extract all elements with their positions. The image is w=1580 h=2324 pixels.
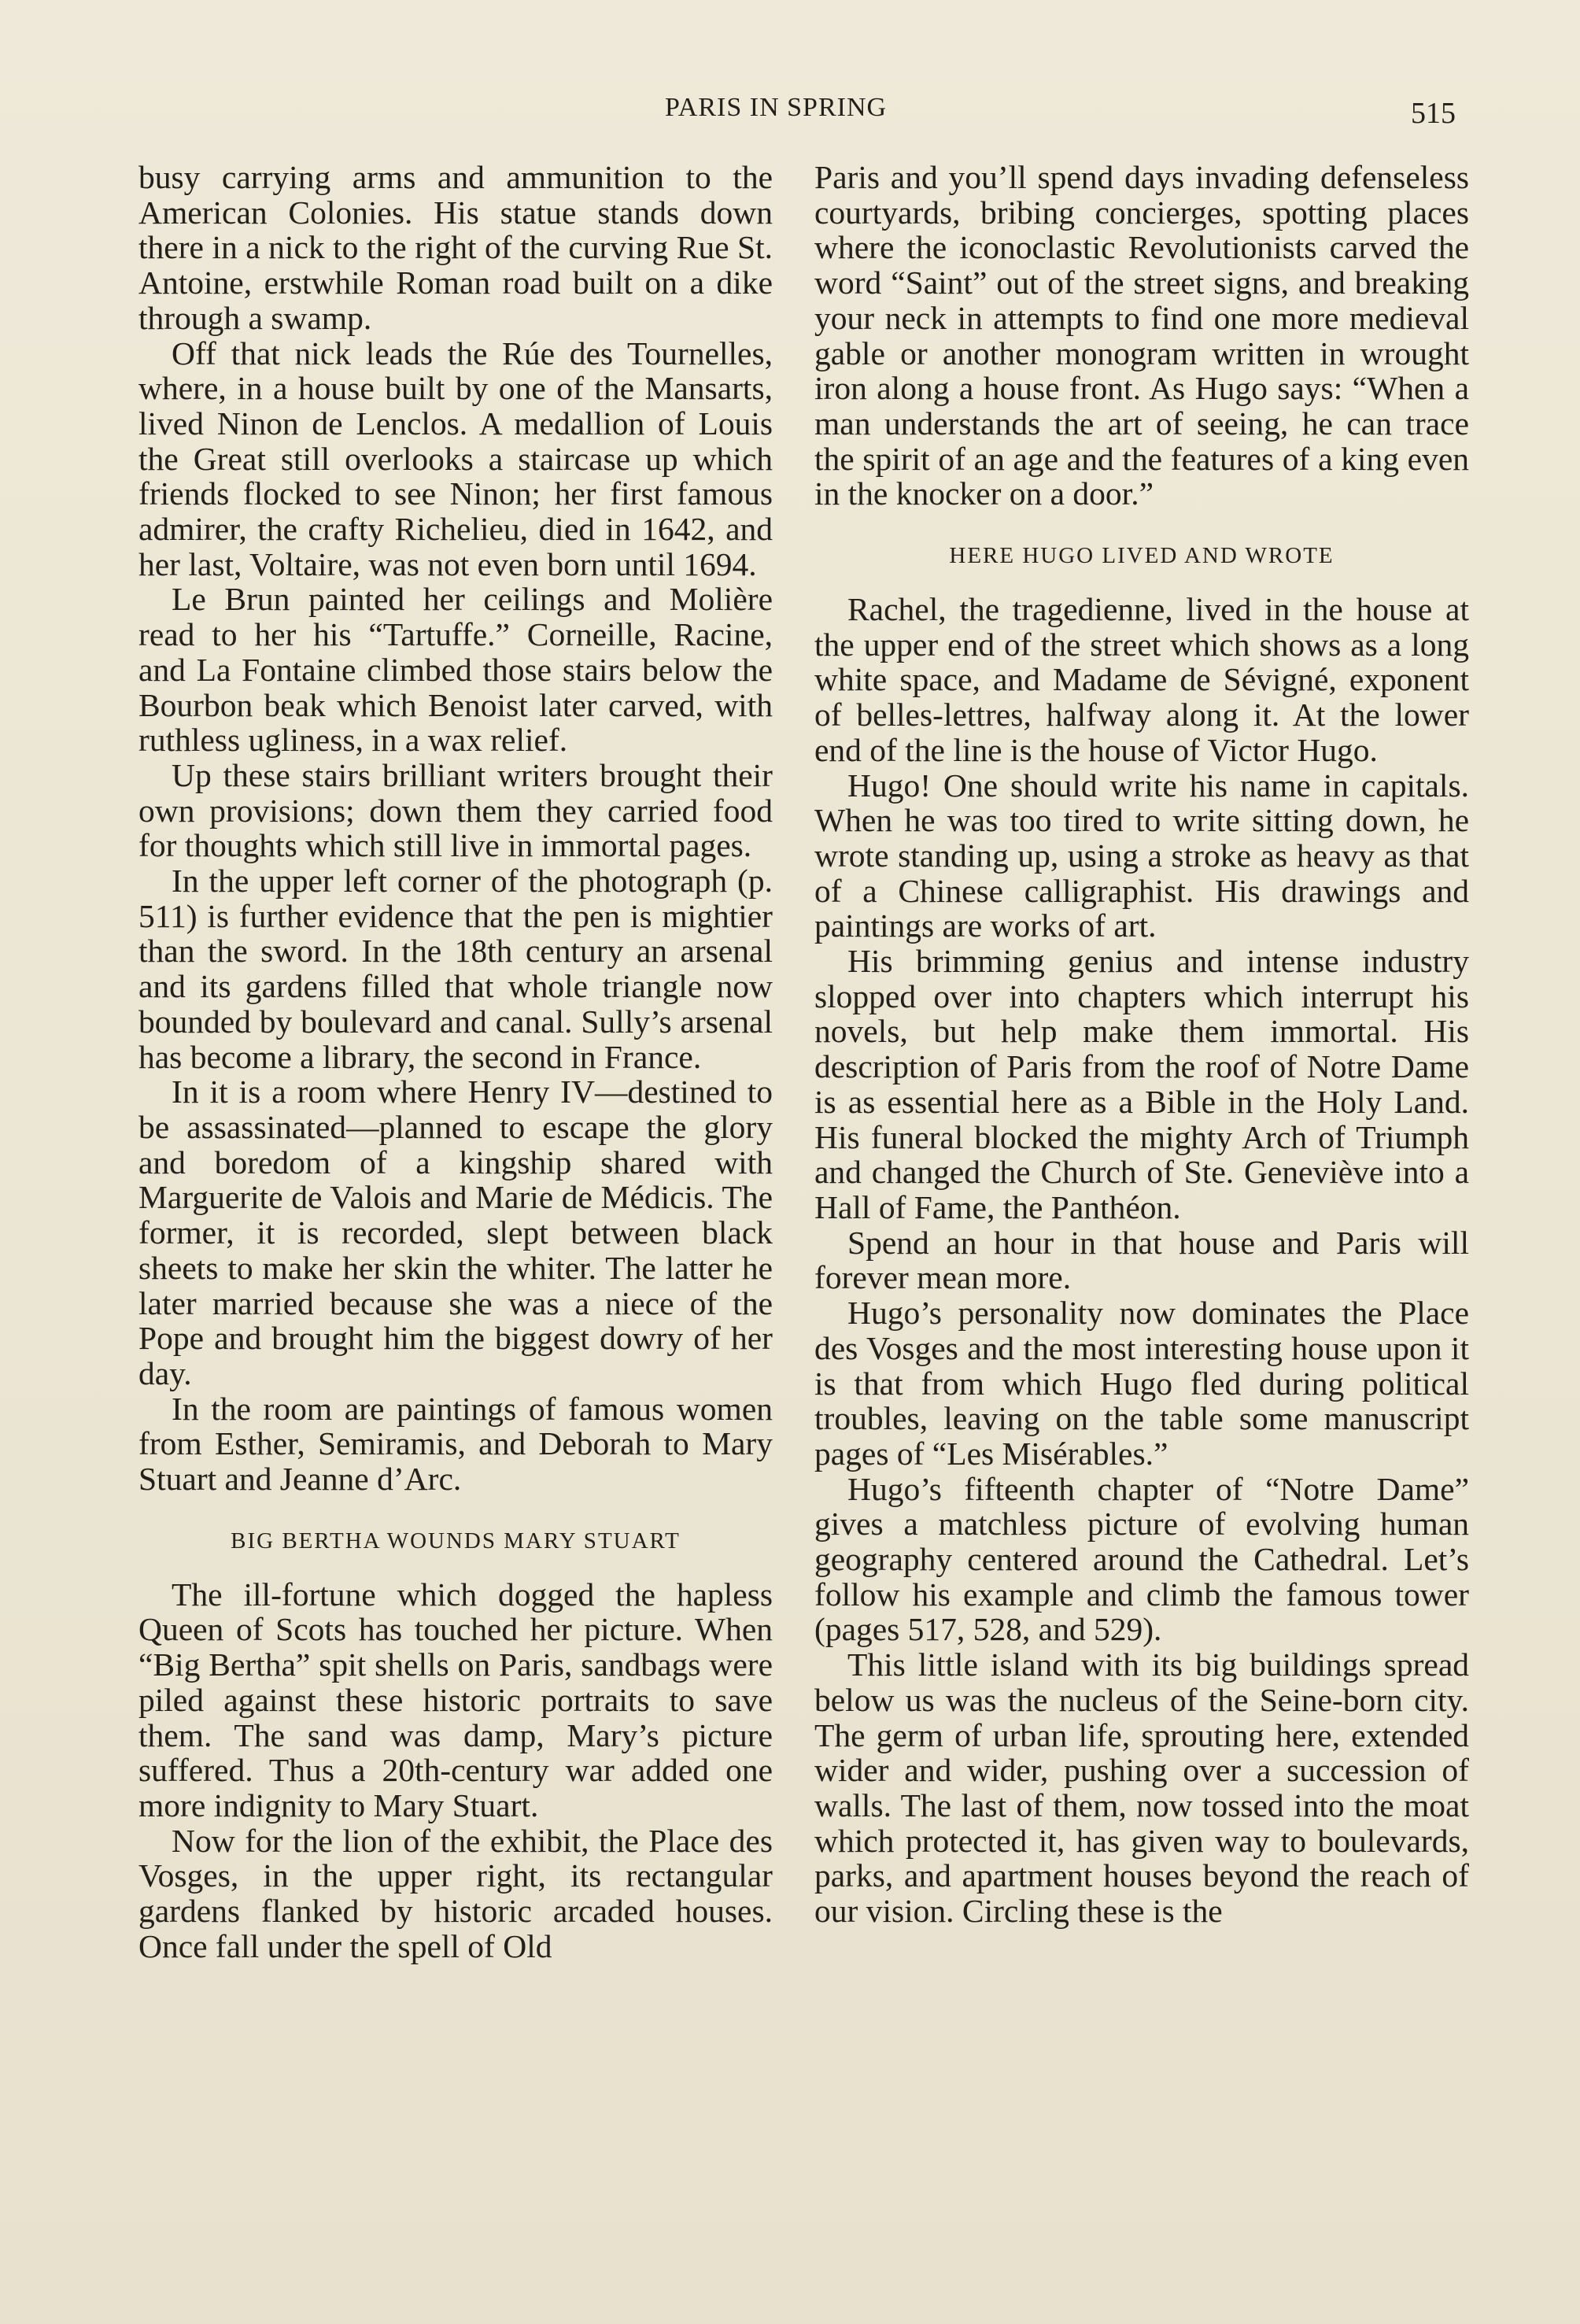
running-head [0, 93, 1580, 132]
right-column [814, 160, 1469, 1929]
paragraph: In it is a room where Henry IV—destined to be assassinated—planned to escape the glory and boredom of a kingship shared with Marguerite de Valois and Marie de Médicis. The former, it is recorded, slept between black sheets to make her skin the whiter. The latter he later married because she was a niece of the Pope and brought him the biggest dowry of her day. [138, 1073, 773, 1391]
paragraph: Hugo’s personality now dominates the Place des Vosges and the most interesting house upon it is that from which Hugo fled during political troubles, leaving on the table some manuscript pages of “Les Misérables.” [814, 1295, 1469, 1472]
section-subheading: BIG BERTHA WOUNDS MARY STUART [231, 1528, 681, 1554]
paragraph: Hugo! One should write his name in capitals. When he was too tired to write sitting down, he wrote standing up, using a stroke as heavy as that of a Chinese calligraphist. His drawings and paintings are works of art. [814, 767, 1469, 944]
paragraph: busy carrying arms and ammunition to the American Colonies. His statue stands down there in a nick to the right of the curving Rue St. Antoine, erstwhile Roman road built on a dike through a swamp. [138, 159, 773, 336]
paragraph: Paris and you’ll spend days invading defenseless courtyards, bribing concierges, spotting places where the iconoclastic Revolutionists carved the word “Saint” out of the street signs, and breaking your neck in attempts to find one more medieval gable or another monogram written in wrought iron along a house front. As Hugo says: “When a man understands the art of seeing, he can trace the spirit of an age and the features of a king even in the knocker on a door.” [814, 159, 1469, 512]
paragraph: Le Brun painted her ceilings and Molière read to her his “Tartuffe.” Corneille, Racine, and La Fontaine climbed those stairs below the Bourbon beak which Benoist later carved, with ruthless ugliness, in a wax relief. [138, 581, 773, 759]
paragraph: Now for the lion of the exhibit, the Place des Vosges, in the upper right, its rectangular gardens flanked by historic arcaded houses. Once fall under the spell of Old [138, 1822, 773, 1964]
paragraph: Rachel, the tragedienne, lived in the house at the upper end of the street which shows as a long white space, and Madame de Sévigné, exponent of belles-lettres, halfway along it. At the lower end of the line is the house of Victor Hugo. [814, 591, 1469, 768]
paragraph: Hugo’s fifteenth chapter of “Notre Dame” gives a matchless picture of evolving human geography centered around the Cathedral. Let’s follow his example and climb the famous tower (pages 517, 528, and 529). [814, 1470, 1469, 1648]
paragraph: His brimming genius and intense industry slopped over into chapters which interrupt his novels, but help make them immortal. His description of Paris from the roof of Notre Dame is as essential here as a Bible in the Holy Land. His funeral blocked the mighty Arch of Triumph and changed the Church of Ste. Geneviève into a Hall of Fame, the Panthéon. [814, 943, 1469, 1225]
paragraph: In the room are paintings of famous women from Esther, Semiramis, and Deborah to Mary Stuart and Jeanne d’Arc. [138, 1390, 773, 1498]
paragraph: Off that nick leads the Rúe des Tournelles, where, in a house built by one of the Mansarts, lived Ninon de Lenclos. A medallion of Louis the Great still overlooks a staircase up which friends flocked to see Ninon; her first famous admirer, the crafty Richelieu, died in 1642, and her last, Voltaire, was not even born until 1694. [138, 334, 773, 582]
running-title: PARIS IN SPRING [665, 93, 888, 122]
left-column [138, 160, 773, 1964]
page-number: 515 [1411, 97, 1456, 130]
paragraph: The ill-fortune which dogged the hapless Queen of Scots has touched her picture. When “Big Bertha” spit shells on Paris, sandbags were piled against these historic portraits to save them. The sand was damp, Mary’s picture suffered. Thus a 20th-century war added one more indignity to Mary Stuart. [138, 1576, 773, 1823]
paragraph: This little island with its big buildings spread below us was the nucleus of the Seine-born city. The germ of urban life, sprouting here, extended wider and wider, pushing over a succession of walls. The last of them, now tossed into the moat which protected it, has given way to boulevards, parks, and apartment houses beyond the reach of our vision. Circling these is the [814, 1646, 1469, 1930]
paragraph: In the upper left corner of the photograph (p. 511) is further evidence that the pen is mightier than the sword. In the 18th century an arsenal and its gardens filled that whole triangle now bounded by boulevard and canal. Sully’s arsenal has become a library, the second in France. [138, 863, 773, 1075]
paragraph: Spend an hour in that house and Paris will forever mean more. [814, 1224, 1469, 1296]
paragraph: Up these stairs brilliant writers brought their own provisions; down them they carried food for thoughts which still live in immortal pages. [138, 756, 773, 864]
section-subheading: HERE HUGO LIVED AND WROTE [949, 543, 1335, 569]
